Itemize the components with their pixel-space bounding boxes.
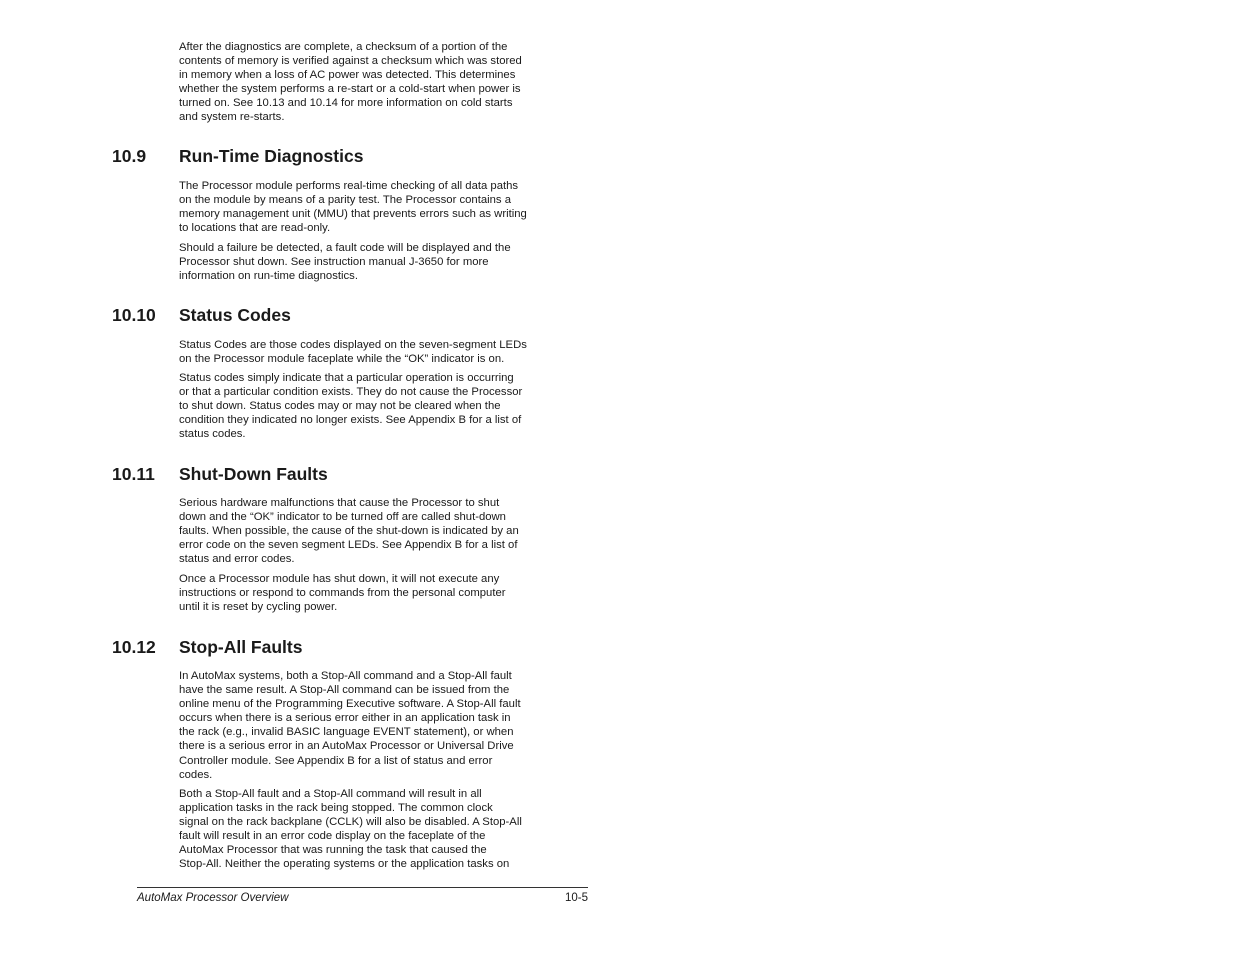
section-10-12-paragraph-2: Both a Stop-All fault and a Stop-All command will result in all application tasks in the rack being stopped. The common clock signal on the rack backplane (CCLK) will also be disabled. A Stop-All fault will result in an error code display on the faceplate of the AutoMax Processor that was running the task that caused the Stop-All. Neither the operating systems or the application tasks on (179, 788, 522, 871)
section-heading-10-11 (112, 464, 328, 484)
section-10-9-paragraph-1: The Processor module performs real-time checking of all data paths on the module by means of a parity test. The Processor contains a memory management unit (MMU) that prevents errors such as writing to locations that are read-only. (179, 180, 527, 235)
section-10-10-paragraph-2: Status codes simply indicate that a particular operation is occurring or that a particular condition exists. They do not cause the Processor to shut down. Status codes may or may not be cleared when the condition they indicated no longer exists. See Appendix B for a list of status codes. (179, 372, 523, 441)
section-heading-10-12 (112, 637, 302, 657)
section-number: 10.9 (112, 146, 147, 166)
section-number: 10.11 (112, 464, 155, 484)
section-10-11-paragraph-1: Serious hardware malfunctions that cause the Processor to shut down and the “OK” indicator to be turned off are called shut-down faults. When possible, the cause of the shut-down is indicated by an error code on the seven segment LEDs. See Appendix B for a list of status and error codes. (179, 497, 519, 566)
section-title: Shut-Down Faults (179, 464, 328, 484)
section-number: 10.12 (112, 637, 156, 657)
footer-divider (137, 887, 588, 888)
section-10-9-paragraph-2: Should a failure be detected, a fault code will be displayed and the Processor shut down. See instruction manual J-3650 for more information on run-time diagnostics. (179, 242, 511, 283)
section-title: Stop-All Faults (179, 637, 303, 657)
section-10-10-paragraph-1: Status Codes are those codes displayed on the seven-segment LEDs on the Processor module faceplate while the “OK” indicator is on. (179, 339, 527, 366)
intro-paragraph: After the diagnostics are complete, a checksum of a portion of the contents of memory is verified against a checksum which was stored in memory when a loss of AC power was detected. This determines whether the system performs a re-start or a cold-start when power is turned on. See 10.13 and 10.14 for more information on cold starts and system re-starts. (179, 41, 522, 124)
section-heading-10-9 (112, 146, 363, 166)
section-heading-10-10 (112, 305, 291, 325)
page-number: 10-5 (564, 892, 588, 904)
section-title: Run-Time Diagnostics (179, 146, 364, 166)
section-10-11-paragraph-2: Once a Processor module has shut down, it will not execute any instructions or respond to commands from the personal computer until it is reset by cycling power. (179, 573, 506, 614)
section-number: 10.10 (112, 305, 156, 325)
section-10-12-paragraph-1: In AutoMax systems, both a Stop-All command and a Stop-All fault have the same result. A Stop-All command can be issued from the online menu of the Programming Executive software. A Stop-All fault occurs when there is a serious error either in an application task in the rack (e.g., invalid BASIC language EVENT statement), or when there is a serious error in an AutoMax Processor or Universal Drive Controller module. See Appendix B for a list of status and error codes. (179, 670, 521, 781)
section-title: Status Codes (179, 305, 291, 325)
footer-title: AutoMax Processor Overview (137, 892, 289, 904)
